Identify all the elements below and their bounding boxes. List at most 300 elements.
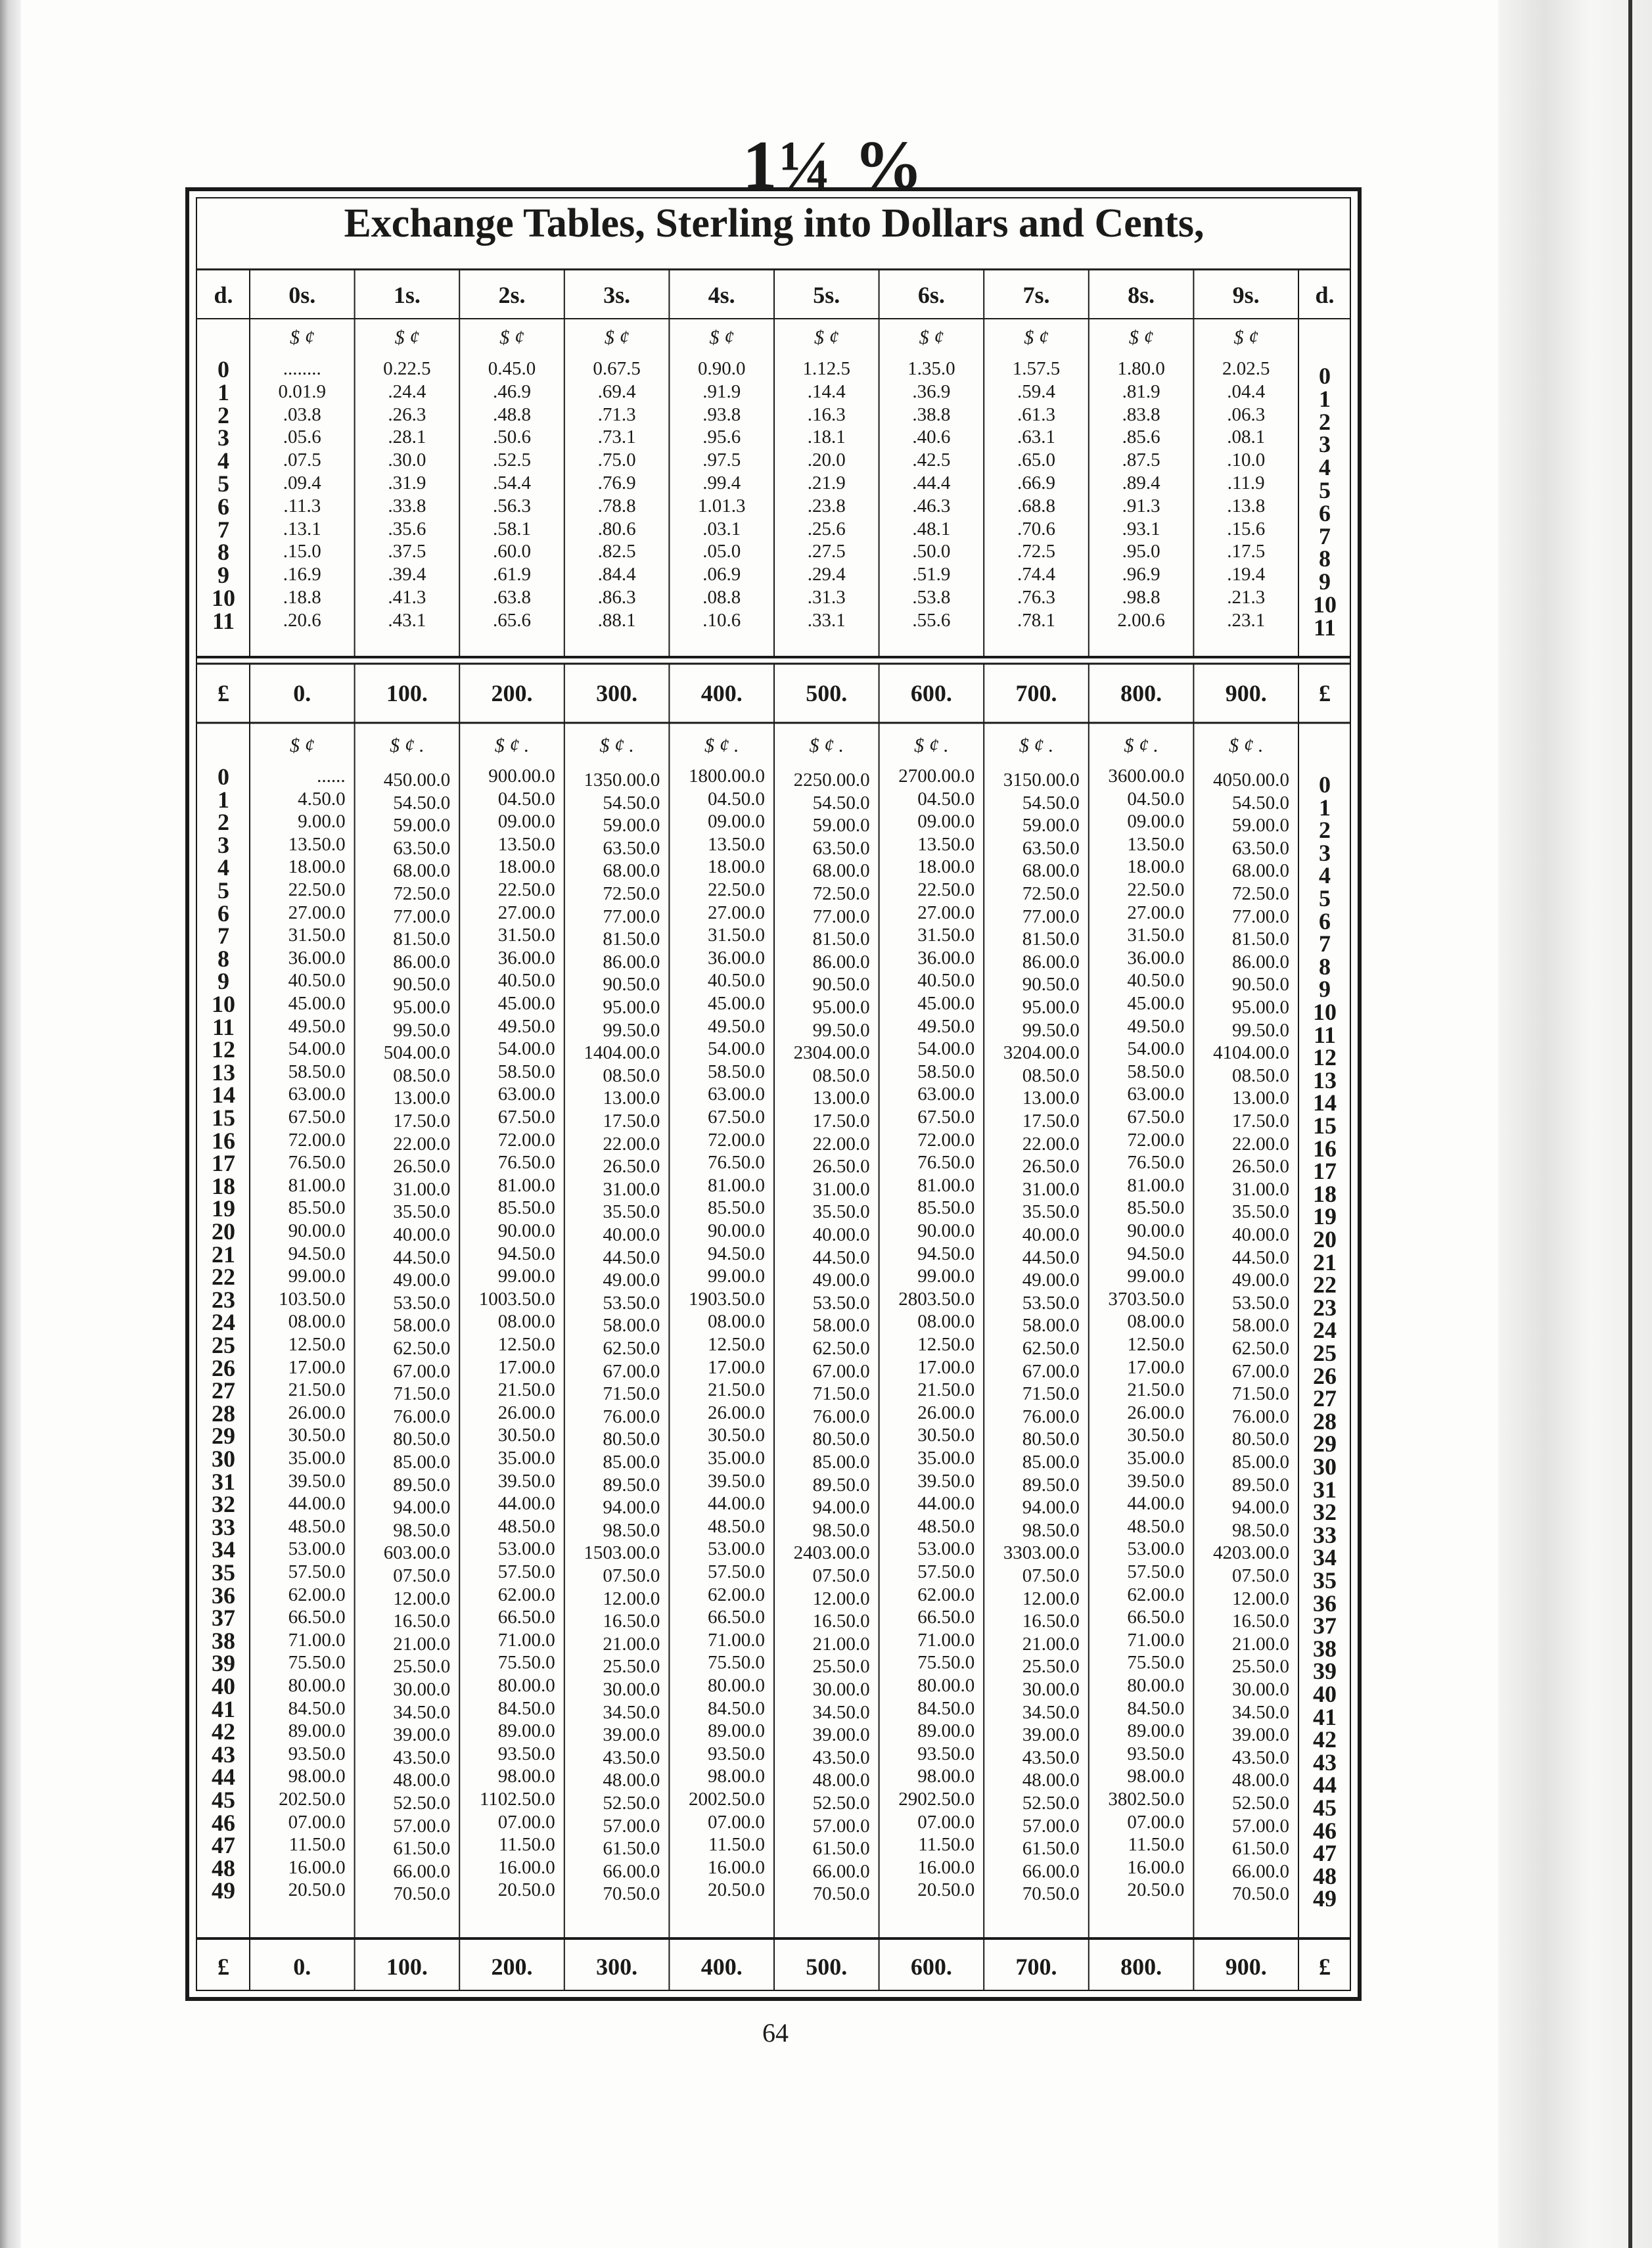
table2-cell: 1503.00.0: [584, 1542, 660, 1564]
table2-cell: 4104.00.0: [1212, 1042, 1289, 1064]
table1-cell: .40.6: [912, 426, 951, 448]
table2-row-label: 49: [1313, 1885, 1337, 1912]
table2-row-label: 1: [1319, 794, 1331, 821]
table1-row-label: 7: [1319, 522, 1331, 549]
table2-cell: 77.00.0: [393, 906, 451, 927]
table2-row-label: 9: [1319, 976, 1331, 1003]
table1-cell: .19.4: [1227, 564, 1266, 585]
table2-cell: 89.50.0: [393, 1474, 451, 1496]
table2-row-label: 31: [212, 1468, 235, 1495]
table2-cell: 1003.50.0: [478, 1288, 555, 1310]
table2-cell: 86.00.0: [603, 951, 660, 973]
table2-row-label: 38: [212, 1627, 235, 1654]
table2-cell: 12.50.0: [1127, 1334, 1185, 1355]
table2-cell: 18.00.0: [707, 856, 765, 878]
table2-cell: 53.00.0: [288, 1538, 346, 1560]
table2-row-label: 43: [1313, 1749, 1337, 1776]
table2-cell: 62.50.0: [1022, 1338, 1080, 1359]
table1-unit-label: $ ¢: [709, 327, 734, 348]
table1-cell: .11.9: [1227, 472, 1265, 493]
table2-row-label: 47: [212, 1832, 235, 1859]
table2-cell: 27.00.0: [1127, 902, 1185, 923]
table2-row-label: 21: [1313, 1249, 1337, 1275]
table2-cell: 94.50.0: [288, 1243, 346, 1264]
table2-cell: 30.00.0: [1022, 1679, 1080, 1700]
table2-row-label: 27: [212, 1377, 235, 1404]
table2-cell: 71.00.0: [707, 1629, 765, 1651]
table2-row-label: 0: [218, 764, 229, 790]
table1-cell: .08.1: [1227, 426, 1266, 448]
table1-cell: 1.01.3: [697, 495, 746, 516]
table1-cell: .39.4: [388, 564, 426, 585]
table2-row-label: 14: [1313, 1090, 1337, 1116]
table2-cell: 76.00.0: [1022, 1406, 1080, 1427]
table2-unit-label: $ ¢: [290, 735, 315, 756]
table2-cell: 16.50.0: [1022, 1611, 1080, 1632]
table2-cell: 9.00.0: [298, 811, 346, 833]
table2-cell: 94.50.0: [917, 1243, 975, 1264]
table2-cell: 49.50.0: [1127, 1015, 1185, 1037]
table2-cell: 84.50.0: [707, 1697, 765, 1719]
table1-unit-label: $ ¢: [919, 327, 944, 348]
table1-row-label: 6: [218, 493, 229, 520]
table2-cell: 53.50.0: [1022, 1292, 1080, 1314]
table2-cell: 31.50.0: [497, 925, 555, 946]
table2-cell: 75.50.0: [288, 1652, 346, 1674]
table2-cell: 34.50.0: [393, 1701, 451, 1723]
table2-cell: 89.50.0: [603, 1474, 660, 1496]
table2-cell: 3303.00.0: [1003, 1542, 1080, 1564]
table2-cell: 07.00.0: [288, 1811, 346, 1833]
table2-cell: 94.00.0: [1022, 1497, 1080, 1519]
table2-row-label: 38: [1313, 1635, 1337, 1662]
table2-cell: 66.00.0: [812, 1860, 870, 1882]
table1-cell: .68.8: [1017, 495, 1055, 516]
table2-cell: 18.00.0: [288, 856, 346, 878]
table2-cell: 44.00.0: [707, 1493, 765, 1515]
table1-row-label: 10: [1313, 591, 1337, 618]
table2-cell: 85.00.0: [1231, 1452, 1289, 1473]
table2-row-label: 37: [212, 1605, 235, 1632]
table2-cell: 09.00.0: [1127, 811, 1185, 833]
table2-cell: 18.00.0: [497, 856, 555, 878]
table2-cell: 89.50.0: [1231, 1474, 1289, 1496]
table1-corner-right: d.: [1315, 282, 1335, 308]
table2-cell: 99.00.0: [288, 1266, 346, 1287]
table1-cell: .99.4: [702, 472, 741, 493]
table1-unit-label: $ ¢: [1024, 327, 1049, 348]
table1-cell: .91.3: [1122, 495, 1160, 516]
table2-cell: 84.50.0: [917, 1697, 975, 1719]
table2-row-label: 10: [1313, 999, 1337, 1025]
table2-cell: 39.50.0: [288, 1470, 346, 1492]
table1-cell: .13.1: [283, 518, 321, 539]
table2-unit-label: $ ¢ .: [1228, 735, 1264, 756]
table2-cell: 99.50.0: [603, 1019, 660, 1041]
table2-cell: 54.00.0: [288, 1038, 346, 1060]
table1-cell: 1.57.5: [1012, 358, 1061, 379]
page-title: Exchange Tables, Sterling into Dollars and Cents,: [344, 201, 1205, 246]
table2-cell: 71.00.0: [288, 1629, 346, 1651]
table2-cell: 90.50.0: [603, 974, 660, 996]
table1-cell: .46.3: [912, 495, 951, 516]
table2-cell: 54.00.0: [917, 1038, 975, 1060]
table1-cell: .16.9: [283, 564, 321, 585]
table2-cell: 72.50.0: [603, 883, 660, 904]
table2-cell: 16.50.0: [393, 1611, 451, 1632]
table2-cell: 39.00.0: [393, 1724, 451, 1746]
table1-cell: .38.8: [912, 403, 951, 425]
table2-cell: 58.00.0: [1022, 1315, 1080, 1337]
table2-cell: 89.00.0: [288, 1720, 346, 1742]
table1-cell: 2.02.5: [1222, 358, 1270, 379]
table2-cell: 30.50.0: [288, 1425, 346, 1446]
table2-cell: 48.00.0: [1022, 1770, 1080, 1791]
table2-row-label: 43: [212, 1741, 235, 1768]
table2-cell: 94.00.0: [393, 1497, 451, 1519]
table2-col-footer: 0.: [293, 1954, 311, 1980]
table2-cell: 48.50.0: [917, 1515, 975, 1537]
table2-cell: 22.00.0: [812, 1133, 870, 1155]
table2-row-label: 15: [1313, 1113, 1337, 1139]
table2-row-label: 2: [218, 809, 229, 836]
table1-cell: .70.6: [1017, 518, 1055, 539]
table2-cell: 95.00.0: [603, 997, 660, 1018]
table1-cell: .11.3: [283, 495, 321, 516]
table1-cell: .74.4: [1017, 564, 1055, 585]
table2-cell: 202.50.0: [279, 1789, 346, 1810]
table2-cell: 59.00.0: [603, 815, 660, 837]
table2-cell: 86.00.0: [393, 951, 451, 973]
table2-cell: 07.50.0: [1022, 1565, 1080, 1586]
table2-cell: 3204.00.0: [1003, 1042, 1080, 1064]
table2-cell: 22.50.0: [1127, 879, 1185, 900]
table2-cell: 63.50.0: [812, 837, 870, 859]
table1-row-label: 9: [218, 562, 229, 589]
table2-cell: 84.50.0: [497, 1697, 555, 1719]
table2-row-label: 36: [1313, 1590, 1337, 1617]
table2-cell: 72.50.0: [1231, 883, 1289, 904]
table1-cell: .13.8: [1227, 495, 1266, 516]
table2-cell: 76.50.0: [288, 1152, 346, 1174]
table2-cell: 99.00.0: [497, 1266, 555, 1287]
table1-cell: .48.8: [492, 403, 531, 425]
table2-cell: 67.00.0: [1022, 1360, 1080, 1382]
table2-cell: 27.00.0: [917, 902, 975, 923]
table2-cell: 49.00.0: [1231, 1270, 1289, 1291]
table2-cell: 63.00.0: [288, 1084, 346, 1105]
table2-row-label: 7: [218, 923, 229, 950]
table1-cell: .50.0: [912, 541, 951, 562]
table2-row-label: 7: [1319, 930, 1331, 957]
table1-cell: .46.9: [492, 380, 531, 402]
table2-row-label: 39: [1313, 1658, 1337, 1685]
table1-cell: .63.1: [1017, 426, 1055, 448]
table2-cell: 71.50.0: [1231, 1383, 1289, 1405]
table2-cell: 49.50.0: [707, 1015, 765, 1037]
table2-cell: 504.00.0: [383, 1042, 451, 1064]
table1-row-label: 11: [1313, 614, 1336, 641]
table2-cell: 13.00.0: [603, 1088, 660, 1109]
table2-cell: 95.00.0: [393, 997, 451, 1018]
table2-cell: 07.50.0: [603, 1565, 660, 1586]
table2-cell: 16.50.0: [603, 1611, 660, 1632]
table2-cell: 44.00.0: [288, 1493, 346, 1515]
table2-cell: 30.50.0: [497, 1425, 555, 1446]
table2-cell: 27.00.0: [707, 902, 765, 923]
table1-cell: .82.5: [597, 541, 636, 562]
table2-cell: 08.00.0: [288, 1311, 346, 1333]
table2-row-label: 20: [1313, 1226, 1337, 1252]
table2-cell: 49.00.0: [1022, 1270, 1080, 1291]
table2-cell: 17.50.0: [393, 1111, 451, 1132]
table1-row-label: 4: [1319, 454, 1331, 481]
table2-cell: 13.00.0: [1231, 1088, 1289, 1109]
table2-cell: 81.00.0: [707, 1174, 765, 1196]
table1-unit-label: $ ¢: [394, 327, 420, 348]
table2-cell: 76.00.0: [393, 1406, 451, 1427]
table1-cell: .78.8: [597, 495, 636, 516]
table1-cell: .44.4: [912, 472, 951, 493]
table2-cell: 58.50.0: [707, 1061, 765, 1082]
table2-cell: 17.50.0: [812, 1111, 870, 1132]
table2-cell: 45.00.0: [707, 993, 765, 1014]
table2-cell: 72.00.0: [917, 1129, 975, 1151]
table2-cell: 17.50.0: [1231, 1111, 1289, 1132]
table2-cell: 25.50.0: [1231, 1656, 1289, 1678]
table1-cell: .54.4: [492, 472, 531, 493]
table2-cell: 40.00.0: [393, 1224, 451, 1245]
table2-row-label: 16: [1313, 1135, 1337, 1162]
table2-cell: 13.00.0: [393, 1088, 451, 1109]
table2-cell: 67.50.0: [1127, 1107, 1185, 1128]
table2-cell: 62.00.0: [288, 1584, 346, 1605]
table2-cell: 900.00.0: [488, 766, 555, 787]
table1-col-header: 4s.: [708, 282, 735, 308]
table2-col-header: 0.: [293, 680, 311, 706]
table2-cell: 81.50.0: [812, 929, 870, 950]
table2-cell: 81.00.0: [497, 1174, 555, 1196]
table2-cell: 80.00.0: [288, 1675, 346, 1696]
table2-cell: 17.00.0: [288, 1356, 346, 1378]
table2-cell: 2002.50.0: [688, 1789, 765, 1810]
table1-cell: .06.3: [1227, 403, 1266, 425]
table2-cell: 54.50.0: [603, 792, 660, 814]
table2-cell: 63.50.0: [393, 837, 451, 859]
table2-cell: 22.50.0: [707, 879, 765, 900]
table1-cell: 0.45.0: [488, 358, 536, 379]
table2-cell: 63.00.0: [497, 1084, 555, 1105]
table2-cell: 1350.00.0: [584, 769, 660, 791]
table2-cell: 40.00.0: [812, 1224, 870, 1245]
table2-row-label: 35: [212, 1559, 235, 1586]
table2-row-label: 9: [218, 968, 229, 995]
table2-cell: 62.50.0: [812, 1338, 870, 1359]
table1-cell: .23.1: [1227, 609, 1266, 631]
table2-col-footer: 400.: [700, 1954, 743, 1980]
table2-cell: 93.50.0: [707, 1743, 765, 1764]
table2-cell: 71.50.0: [1022, 1383, 1080, 1405]
table1-row-label: 0: [1319, 363, 1331, 389]
table1-cell: .65.0: [1017, 449, 1055, 471]
table2-row-label: 33: [212, 1513, 235, 1540]
table1-cell: .04.4: [1227, 380, 1266, 402]
table1-cell: .26.3: [388, 403, 426, 425]
table2-cell: 71.50.0: [812, 1383, 870, 1405]
table2-cell: 40.50.0: [497, 970, 555, 992]
table2-cell: 31.00.0: [1022, 1178, 1080, 1200]
table2-cell: 48.00.0: [1231, 1770, 1289, 1791]
table1-cell: .52.5: [492, 449, 531, 471]
table2-cell: 48.00.0: [812, 1770, 870, 1791]
table2-cell: 77.00.0: [1022, 906, 1080, 927]
table2-unit-label: $ ¢ .: [914, 735, 949, 756]
table1-row-label: 6: [1319, 499, 1331, 526]
table1-cell: .72.5: [1017, 541, 1055, 562]
table2-cell: 39.50.0: [1127, 1470, 1185, 1492]
table2-col-header: 600.: [910, 680, 952, 706]
table2-cell: 36.00.0: [497, 947, 555, 969]
table2-cell: 98.50.0: [393, 1519, 451, 1541]
table1-cell: .23.8: [807, 495, 846, 516]
table2-cell: 39.00.0: [1231, 1724, 1289, 1746]
table2-row-label: 24: [1313, 1317, 1337, 1344]
table1-cell: .05.0: [702, 541, 741, 562]
table1-cell: .03.8: [283, 403, 321, 425]
table2-cell: 44.50.0: [393, 1247, 451, 1268]
table2-cell: 66.50.0: [288, 1607, 346, 1628]
table2-cell: 85.50.0: [497, 1197, 555, 1219]
table2-cell: 76.00.0: [812, 1406, 870, 1427]
table2-cell: 31.00.0: [1231, 1178, 1289, 1200]
table2-cell: 85.50.0: [288, 1197, 346, 1219]
table2-cell: 450.00.0: [383, 769, 451, 791]
table1-cell: .28.1: [388, 426, 426, 448]
table1-cell: .84.4: [597, 564, 636, 585]
table1-cell: .21.9: [807, 472, 846, 493]
page-number: 64: [762, 2018, 789, 2048]
table2-cell: 26.00.0: [917, 1402, 975, 1423]
table2-cell: 54.50.0: [393, 792, 451, 814]
table2-cell: 90.50.0: [1231, 974, 1289, 996]
table2-cell: 11.50.0: [288, 1834, 346, 1856]
table2-row-label: 6: [218, 900, 229, 927]
table2-cell: 66.50.0: [707, 1607, 765, 1628]
table2-cell: 08.00.0: [497, 1311, 555, 1333]
table2-row-label: 19: [212, 1195, 235, 1222]
table2-cell: 54.00.0: [707, 1038, 765, 1060]
table2-cell: 58.50.0: [1127, 1061, 1185, 1082]
table2-cell: 11.50.0: [1128, 1834, 1185, 1856]
table2-cell: 12.00.0: [1022, 1588, 1080, 1609]
table2-cell: 75.50.0: [707, 1652, 765, 1674]
table2-cell: 66.50.0: [917, 1607, 975, 1628]
table2-cell: 57.00.0: [812, 1815, 870, 1837]
table2-cell: 57.50.0: [1127, 1561, 1185, 1582]
table2-row-label: 45: [212, 1787, 235, 1813]
table2-cell: 80.50.0: [1231, 1429, 1289, 1450]
table1-cell: .65.6: [492, 609, 531, 631]
table2-cell: 04.50.0: [1127, 788, 1185, 810]
table2-cell: 80.50.0: [1022, 1429, 1080, 1450]
table2-cell: 22.00.0: [603, 1133, 660, 1155]
table1-cell: .66.9: [1017, 472, 1055, 493]
table2-cell: 99.50.0: [393, 1019, 451, 1041]
table2-cell: 35.50.0: [1022, 1201, 1080, 1223]
table1-col-header: 8s.: [1128, 282, 1155, 308]
table2-cell: 93.50.0: [497, 1743, 555, 1764]
table2-cell: 49.00.0: [603, 1270, 660, 1291]
table2-cell: 30.00.0: [812, 1679, 870, 1700]
table2-cell: 31.00.0: [812, 1178, 870, 1200]
table2-cell: 26.50.0: [1022, 1156, 1080, 1178]
table2-cell: 39.00.0: [1022, 1724, 1080, 1746]
table2-cell: 77.00.0: [603, 906, 660, 927]
table2-cell: 31.50.0: [917, 925, 975, 946]
table2-cell: 57.00.0: [393, 1815, 451, 1837]
table1-cell: .18.8: [283, 587, 321, 608]
table2-row-label: 36: [212, 1582, 235, 1609]
table1-col-header: 0s.: [288, 282, 316, 308]
table1-row-label: 3: [1319, 431, 1331, 458]
table1-cell: .76.3: [1017, 587, 1055, 608]
table1-cell: .10.0: [1227, 449, 1266, 471]
table2-cell: 54.50.0: [1022, 792, 1080, 814]
table1-cell: .15.0: [283, 541, 321, 562]
table2-cell: 26.00.0: [288, 1402, 346, 1423]
table2-row-label: 32: [212, 1491, 235, 1518]
table2-cell: 13.50.0: [707, 833, 765, 855]
table2-row-label: 1: [218, 786, 229, 813]
table2-cell: 81.50.0: [1231, 929, 1289, 950]
table2-cell: 98.00.0: [917, 1766, 975, 1787]
table1-cell: ........: [283, 358, 321, 379]
table2-cell: 80.00.0: [917, 1675, 975, 1696]
table2-cell: 35.50.0: [812, 1201, 870, 1223]
table2-cell: 20.50.0: [917, 1879, 975, 1901]
table2-cell: 36.00.0: [288, 947, 346, 969]
table2-cell: 52.50.0: [603, 1793, 660, 1814]
table2-cell: 48.00.0: [603, 1770, 660, 1791]
table2-cell: 90.00.0: [917, 1220, 975, 1241]
table2-cell: 17.50.0: [1022, 1111, 1080, 1132]
table2-cell: 39.50.0: [497, 1470, 555, 1492]
table1-row-label: 7: [218, 516, 229, 543]
table2-cell: 26.50.0: [393, 1156, 451, 1178]
table2-row-label: 23: [212, 1286, 235, 1313]
table2-cell: 68.00.0: [393, 860, 451, 882]
table2-cell: 98.50.0: [812, 1519, 870, 1541]
table2-cell: 4050.00.0: [1212, 769, 1289, 791]
table2-cell: 72.50.0: [812, 883, 870, 904]
table2-cell: 66.00.0: [1022, 1860, 1080, 1882]
table2-cell: 44.00.0: [497, 1493, 555, 1515]
table2-cell: 40.00.0: [1231, 1224, 1289, 1245]
table2-cell: 40.50.0: [917, 970, 975, 992]
table2-cell: 93.50.0: [288, 1743, 346, 1764]
table2-cell: 04.50.0: [917, 788, 975, 810]
table2-cell: 85.00.0: [393, 1452, 451, 1473]
table2-cell: 90.50.0: [393, 974, 451, 996]
table2-row-label: 48: [1313, 1862, 1337, 1889]
table1-cell: .98.8: [1122, 587, 1160, 608]
table2-cell: 30.00.0: [603, 1679, 660, 1700]
table2-cell: 30.00.0: [393, 1679, 451, 1700]
table2-cell: 80.00.0: [707, 1675, 765, 1696]
table1-cell: .86.3: [597, 587, 636, 608]
table2-row-label: 29: [212, 1423, 235, 1450]
table2-cell: 53.50.0: [812, 1292, 870, 1314]
